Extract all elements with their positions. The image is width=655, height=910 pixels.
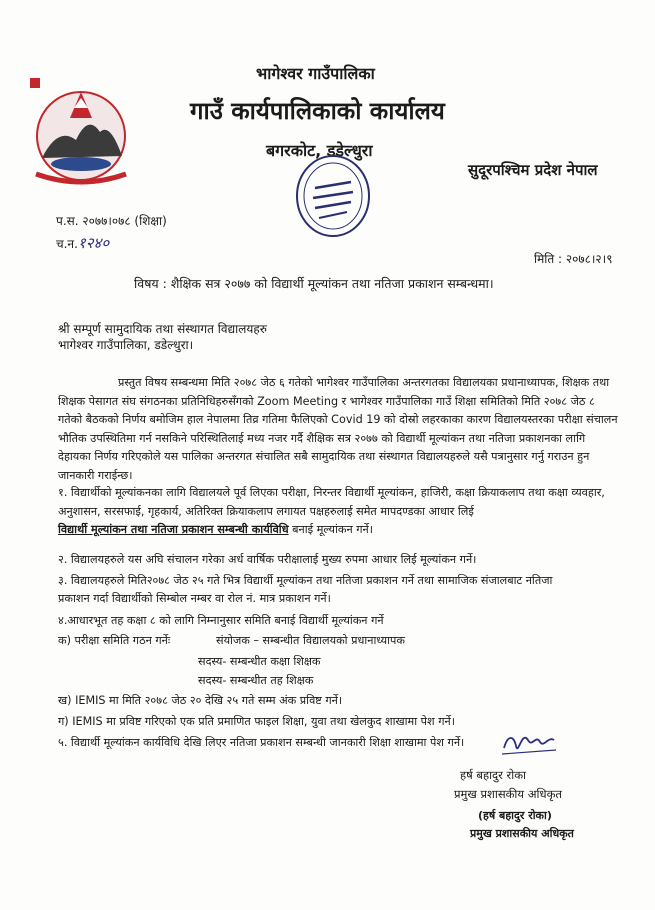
point-1-end: बनाई मूल्यांकन गर्ने। (288, 523, 373, 536)
point-ga: ग) IEMIS मा प्रविष्ट गरिएको एक प्रति प्रमाणित फाइल शिक्षा, युवा तथा खेलकुद शाखामा पेश गर्ने। (58, 715, 455, 728)
point-ka-member-1: सदस्य- सम्बन्धीत कक्षा शिक्षक (198, 655, 321, 668)
nepal-emblem-icon (28, 78, 134, 190)
point-5: ५. विद्यार्थी मूल्यांकन कार्यविधि देखि लिएर नतिजा प्रकाशन सम्बन्धी जानकारी शिक्षा शाखामा पेश गर्ने। (58, 736, 465, 749)
office-address: बगरकोट, डडेल्धुरा (266, 141, 373, 160)
point-1-underlined: विद्यार्थी मूल्यांकन तथा नतिजा प्रकाशन सम्बन्धी कार्यविधि (58, 523, 289, 536)
point-ka-member-2: सदस्य- सम्बन्धीत तह शिक्षक (198, 674, 314, 687)
office-title: गाउँ कार्यपालिकाको कार्यालय (190, 97, 445, 125)
body-paragraph: प्रस्तुत विषय सम्बन्धमा मिति २०७८ जेठ ६ गतेको भागेश्वर गाउँपालिका अन्तरगतका विद्यालयका प्रधानाध्यापक, शिक्षक तथा शिक्षक पेसागत संघ संगठनका प्रतिनिधिहरुसँगको Zoom Meeting र भागेश्वर गाउँपालिका गाउँ शिक्षा समितिको मिति २०७८ जेठ ८ गतेको बैठकको निर्णय बमोजिम हाल नेपालमा तिव्र गतिमा फैलिएको Covid 19 को दोस्रो लहरकाका कारण विद्यालयस्तरका परीक्षा संचालन भौतिक उपस्थितिमा गर्न नसकिने परिस्थितिलाई मध्य नजर गर्दै शैक्षिक सत्र २०७७ को विद्यार्थी मूल्यांकन तथा नतिजा प्रकाशनका लागि देहायका निर्णय गरिएकोले यस पालिका अन्तरगत संचालित सबै सामुदायिक तथा संस्थागत विद्यालयहरुले यसै पत्रानुसार गर्नु गराउन हुन जानकारी गराईन्छ। (58, 376, 618, 482)
point-kha: ख) IEMIS मा मिति २०७८ जेठ २० देखि २५ गते सम्म अंक प्रविष्ट गर्ने। (58, 694, 343, 707)
chalani-value: १२४० (77, 234, 110, 252)
point-4: ४.आधारभूत तह कक्षा ८ को लागि निम्नानुसार समिति बनाई विद्यार्थी मूल्यांकन गर्ने (58, 614, 384, 627)
letter-subject: विषय : शैक्षिक सत्र २०७७ को विद्यार्थी मूल्यांकन तथा नतिजा प्रकाशन सम्बन्धमा। (134, 276, 494, 291)
point-1-text: १. विद्यार्थीको मूल्यांकनका लागि विद्यालयले पूर्व लिएका परीक्षा, निरन्तर विद्यार्थी मूल्यांकन, हाजिरी, कक्षा क्रियाकलाप तथा कक्षा व्यवहार, अनुशासन, सरसफाई, गृहकार्य, अतिरिक्त क्रियाकलाप लगायत पक्षहरुलाई समेत मापदण्डका आधार लिई (58, 486, 605, 518)
point-1 (58, 484, 618, 540)
chalani-number (56, 233, 109, 253)
letter-date: मिति : २०७८।२।९ (534, 252, 613, 266)
point-ka-coordinator: संयोजक – सम्बन्धीत विद्यालयको प्रधानाध्यापक (216, 634, 405, 647)
province-name: सुदूरपश्चिम प्रदेश नेपाल (468, 161, 598, 179)
signer-title: प्रमुख प्रशासकीय अधिकृत (454, 787, 562, 801)
signer-name: हर्ष बहादुर रोका (460, 768, 527, 782)
point-2: २. विद्यालयहरुले यस अघि संचालन गरेका अर्ध वार्षिक परीक्षालाई मुख्य रुपमा आधार लिई मूल्यांकन गर्ने। (58, 553, 477, 566)
point-ka-label: क) परीक्षा समिति गठन गर्नेः (58, 634, 171, 647)
patra-sankhya: प.स. २०७७।०७८ (शिक्षा) (56, 214, 167, 228)
stamp-name: (हर्ष बहादुर रोका) (478, 809, 552, 822)
signature-icon (498, 716, 560, 766)
chalani-label: च.न. (56, 237, 78, 251)
stamp-title: प्रमुख प्रशासकीय अधिकृत (470, 827, 574, 840)
municipality-name: भागेश्वर गाउँपालिका (256, 64, 375, 83)
point-3-line-1: ३. विद्यालयहरुले मिति२०७८ जेठ २५ गते भित्र विद्यार्थी मूल्यांकन तथा नतिजा प्रकाशन गर्ने तथा सामाजिक संजालबाट नतिजा (58, 574, 553, 587)
point-3-line-2: प्रकाशन गर्दा विद्यार्थीको सिम्बोल नम्बर वा रोल नं. मात्र प्रकाशन गर्ने। (58, 592, 331, 605)
office-seal-icon (293, 152, 373, 240)
recipient-line-1: श्री सम्पूर्ण सामुदायिक तथा संस्थागत विद्यालयहरु (58, 322, 267, 336)
recipient-line-2: भागेश्वर गाउँपालिका, डडेल्धुरा। (58, 338, 194, 352)
